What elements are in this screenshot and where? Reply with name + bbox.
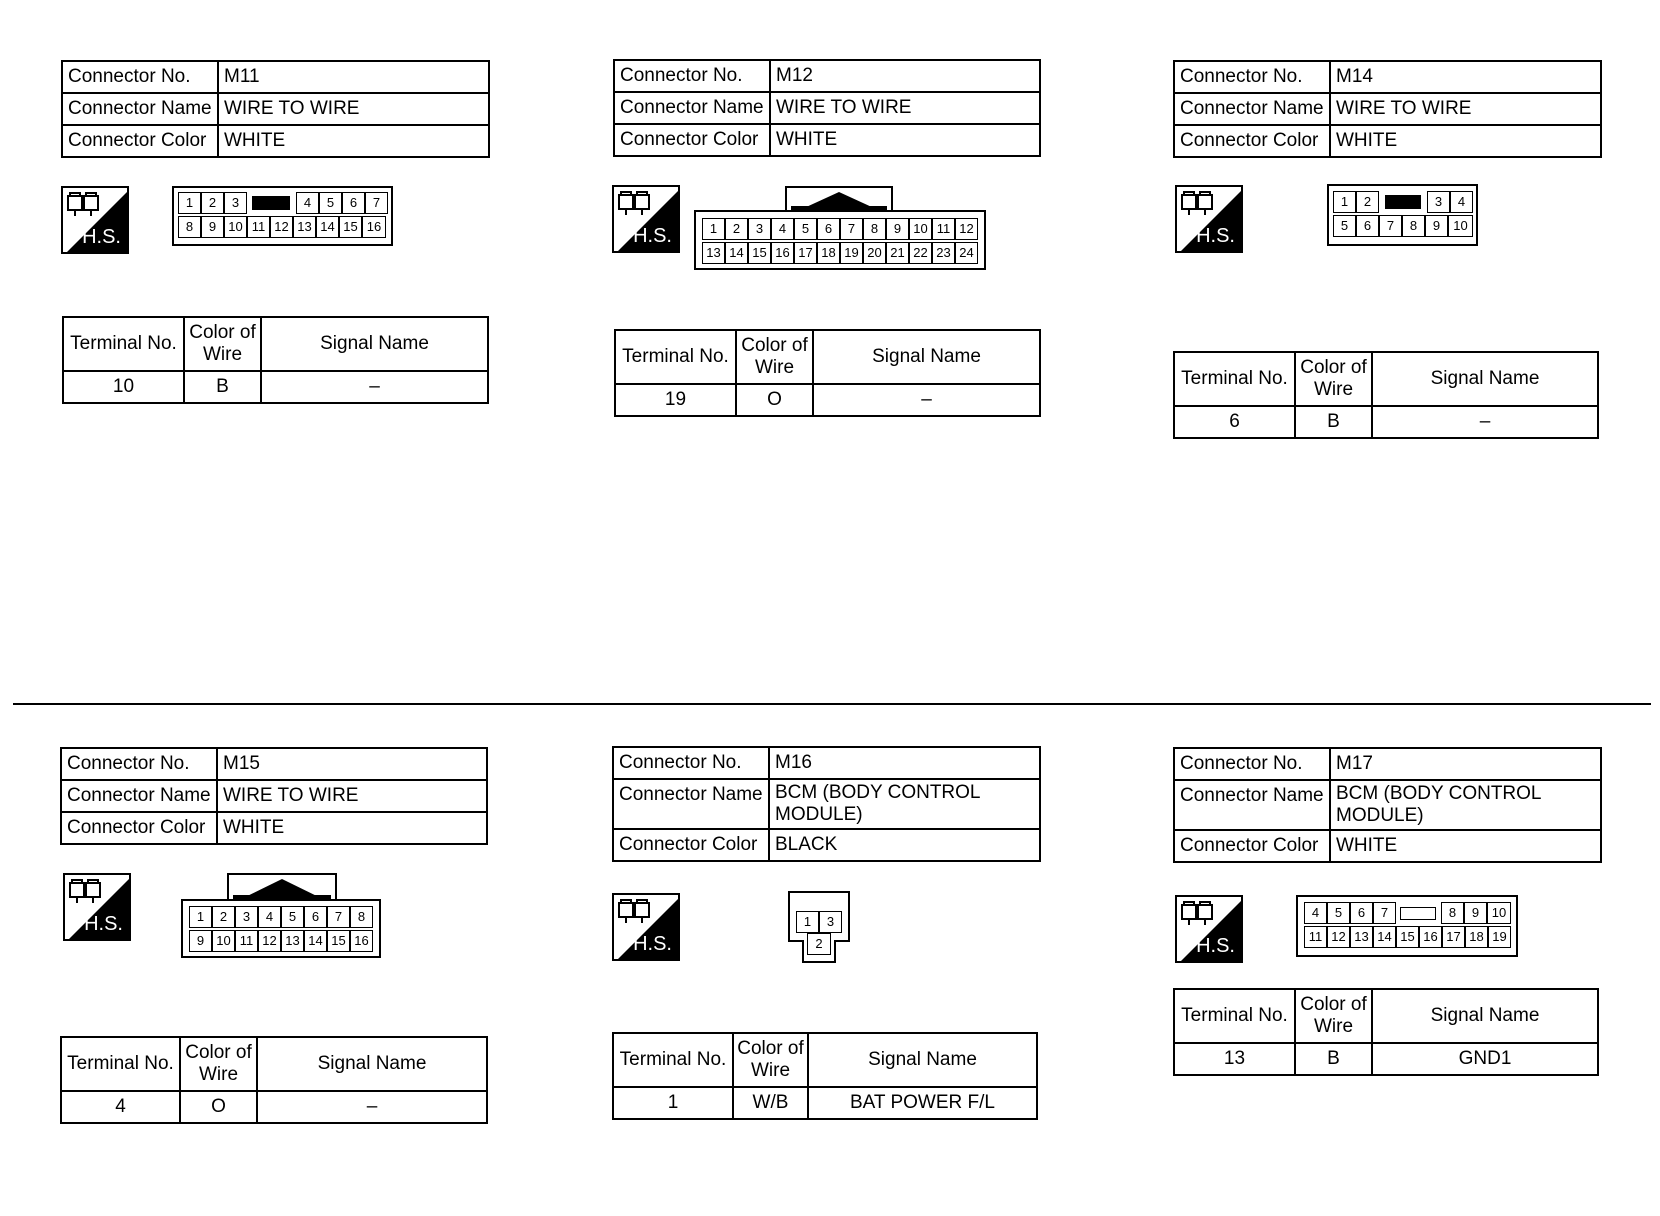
connector-face-m16 [788,891,850,963]
connector-info-table [612,746,1041,862]
pin: 12 [955,218,978,240]
color-of-wire-header: Color of Wire [180,1037,257,1091]
pin: 8 [350,906,373,928]
pin: 8 [1402,215,1425,237]
connector-info-table [1173,747,1602,863]
terminal-no-cell: 10 [63,371,184,403]
connector-color-value: WHITE [1330,830,1601,862]
hs-label: H.S. [1196,935,1235,957]
pin: 7 [327,906,350,928]
harness-side-icon [1175,895,1243,963]
key-slot [1400,907,1436,920]
pin: 9 [1464,902,1487,924]
connector-name-label: Connector Name [1174,93,1330,125]
pin: 17 [1442,926,1465,948]
pin: 12 [1327,926,1350,948]
pin: 15 [339,216,362,238]
pin: 16 [1419,926,1442,948]
pin: 3 [819,911,842,933]
connector-glyph-icon [67,192,101,218]
pin: 1 [189,906,212,928]
terminal-table [62,316,489,404]
harness-side-icon [612,893,680,961]
connector-no-label: Connector No. [613,747,769,779]
connector-name-label: Connector Name [1174,780,1330,830]
connector-glyph-icon [1181,901,1215,927]
pin: 7 [365,192,388,214]
color-of-wire-header: Color of Wire [736,330,813,384]
pin: 9 [189,930,212,952]
connector-glyph-icon [1181,191,1215,217]
connector-face-m12 [694,186,986,270]
wire-color-cell: W/B [733,1087,808,1119]
connector-name-value: WIRE TO WIRE [1330,93,1601,125]
pin: 4 [771,218,794,240]
connector-no-value: M16 [769,747,1040,779]
connector-info-table [60,747,488,845]
pin: 11 [1304,926,1327,948]
pin: 14 [725,242,748,264]
pin: 6 [1356,215,1379,237]
pin: 9 [886,218,909,240]
terminal-table [1173,351,1599,439]
pin: 8 [863,218,886,240]
connector-no-value: M17 [1330,748,1601,780]
connector-name-value: WIRE TO WIRE [218,93,489,125]
terminal-no-cell: 13 [1174,1043,1295,1075]
pin: 3 [235,906,258,928]
connector-name-label: Connector Name [613,779,769,829]
pin: 2 [807,933,831,955]
pin: 5 [281,906,304,928]
connector-color-label: Connector Color [614,124,770,156]
pin: 14 [1373,926,1396,948]
pin: 20 [863,242,886,264]
pin: 16 [350,930,373,952]
pin: 3 [1427,191,1450,213]
connector-color-label: Connector Color [62,125,218,157]
connector-no-value: M15 [217,748,487,780]
connector-no-label: Connector No. [62,61,218,93]
connector-color-value: WHITE [217,812,487,844]
pin: 19 [840,242,863,264]
terminal-table [60,1036,488,1124]
pin: 8 [178,216,201,238]
connector-face-m14 [1327,184,1478,246]
pin: 5 [794,218,817,240]
terminal-no-header: Terminal No. [61,1037,180,1091]
pin: 6 [817,218,840,240]
pin: 17 [794,242,817,264]
pin: 7 [1379,215,1402,237]
pin: 5 [319,192,342,214]
pin: 18 [817,242,840,264]
pin: 11 [247,216,270,238]
pin: 2 [1356,191,1379,213]
connector-no-label: Connector No. [1174,748,1330,780]
signal-name-header: Signal Name [1372,989,1598,1043]
terminal-table [612,1032,1038,1120]
pin: 13 [293,216,316,238]
pin: 1 [1333,191,1356,213]
terminal-no-header: Terminal No. [613,1033,733,1087]
pin: 14 [304,930,327,952]
connector-no-label: Connector No. [1174,61,1330,93]
connector-name-label: Connector Name [62,93,218,125]
terminal-no-header: Terminal No. [63,317,184,371]
connector-no-value: M11 [218,61,489,93]
connector-name-value: WIRE TO WIRE [217,780,487,812]
signal-name-cell: – [1372,406,1598,438]
connector-color-label: Connector Color [61,812,217,844]
connector-face-m17 [1296,895,1518,957]
terminal-no-header: Terminal No. [615,330,736,384]
pin: 1 [796,911,819,933]
signal-name-cell: – [261,371,488,403]
pin: 23 [932,242,955,264]
pin: 21 [886,242,909,264]
terminal-no-cell: 19 [615,384,736,416]
hs-label: H.S. [633,225,672,247]
pin: 15 [327,930,350,952]
connector-color-label: Connector Color [1174,830,1330,862]
pin: 22 [909,242,932,264]
pin: 10 [909,218,932,240]
connector-info-table [613,59,1041,157]
connector-glyph-icon [618,191,652,217]
connector-name-label: Connector Name [61,780,217,812]
pin: 2 [212,906,235,928]
hs-label: H.S. [84,913,123,935]
wire-color-cell: B [1295,1043,1372,1075]
connector-glyph-icon [69,879,103,905]
connector-color-label: Connector Color [1174,125,1330,157]
wire-color-cell: B [1295,406,1372,438]
pin: 8 [1441,902,1464,924]
connector-no-label: Connector No. [614,60,770,92]
pin: 10 [212,930,235,952]
pin: 2 [201,192,224,214]
connector-name-value: BCM (BODY CONTROL MODULE) [1330,780,1601,830]
pin: 9 [1425,215,1448,237]
pin: 4 [1304,902,1327,924]
connector-color-value: WHITE [1330,125,1601,157]
wire-color-cell: O [736,384,813,416]
terminal-no-header: Terminal No. [1174,989,1295,1043]
hs-label: H.S. [633,933,672,955]
pin: 7 [840,218,863,240]
pin: 3 [224,192,247,214]
pin: 6 [342,192,365,214]
signal-name-header: Signal Name [808,1033,1037,1087]
signal-name-cell: BAT POWER F/L [808,1087,1037,1119]
signal-name-header: Signal Name [1372,352,1598,406]
connector-no-value: M14 [1330,61,1601,93]
connector-info-table [61,60,490,158]
pin: 1 [178,192,201,214]
pin: 4 [258,906,281,928]
connector-color-value: WHITE [218,125,489,157]
pin: 16 [771,242,794,264]
pin: 16 [362,216,386,238]
pin: 6 [1350,902,1373,924]
connector-name-value: WIRE TO WIRE [770,92,1040,124]
connector-no-label: Connector No. [61,748,217,780]
connector-name-value: BCM (BODY CONTROL MODULE) [769,779,1040,829]
hs-label: H.S. [82,226,121,248]
pin: 11 [235,930,258,952]
terminal-no-header: Terminal No. [1174,352,1295,406]
pin: 15 [748,242,771,264]
pin: 14 [316,216,339,238]
hs-label: H.S. [1196,225,1235,247]
pin: 13 [1350,926,1373,948]
pin: 4 [1450,191,1473,213]
connector-glyph-icon [618,899,652,925]
connector-name-label: Connector Name [614,92,770,124]
wire-color-cell: O [180,1091,257,1123]
signal-name-cell: – [813,384,1040,416]
pin: 13 [281,930,304,952]
pin: 19 [1488,926,1511,948]
connector-color-label: Connector Color [613,829,769,861]
pin: 12 [258,930,281,952]
signal-name-header: Signal Name [261,317,488,371]
harness-side-icon [612,185,680,253]
connector-face-m11 [172,186,393,246]
connector-color-value: WHITE [770,124,1040,156]
connector-no-value: M12 [770,60,1040,92]
color-of-wire-header: Color of Wire [733,1033,808,1087]
pin: 10 [224,216,247,238]
pin: 5 [1333,215,1356,237]
terminal-table [614,329,1041,417]
harness-side-icon [63,873,131,941]
key-block [252,196,290,210]
pin: 11 [932,218,955,240]
signal-name-header: Signal Name [257,1037,487,1091]
connector-color-value: BLACK [769,829,1040,861]
pin: 3 [748,218,771,240]
pin: 1 [702,218,725,240]
color-of-wire-header: Color of Wire [1295,352,1372,406]
signal-name-cell: – [257,1091,487,1123]
color-of-wire-header: Color of Wire [184,317,261,371]
pin: 12 [270,216,293,238]
pin: 5 [1327,902,1350,924]
key-block [1385,195,1421,209]
pin: 24 [955,242,978,264]
terminal-no-cell: 6 [1174,406,1295,438]
pin: 18 [1465,926,1488,948]
section-divider [13,703,1651,705]
pin: 10 [1487,902,1511,924]
pin: 9 [201,216,224,238]
color-of-wire-header: Color of Wire [1295,989,1372,1043]
pin: 15 [1396,926,1419,948]
pin: 2 [725,218,748,240]
terminal-no-cell: 1 [613,1087,733,1119]
connector-face-m15 [181,873,381,958]
harness-side-icon [61,186,129,254]
pin: 4 [296,192,319,214]
pin: 7 [1373,902,1396,924]
pin: 6 [304,906,327,928]
pin: 13 [702,242,725,264]
signal-name-cell: GND1 [1372,1043,1598,1075]
wire-color-cell: B [184,371,261,403]
terminal-no-cell: 4 [61,1091,180,1123]
terminal-table [1173,988,1599,1076]
harness-side-icon [1175,185,1243,253]
pin: 10 [1448,215,1473,237]
signal-name-header: Signal Name [813,330,1040,384]
connector-info-table [1173,60,1602,158]
